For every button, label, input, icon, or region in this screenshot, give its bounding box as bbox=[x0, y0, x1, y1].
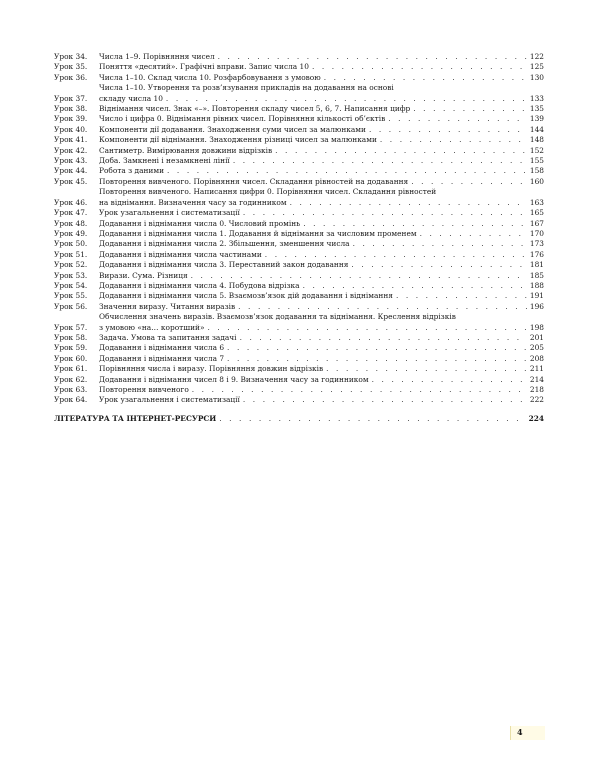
toc-entry-title: Компоненти дії віднімання. Знаходження різниці чисел за малюнками bbox=[99, 135, 377, 145]
toc-entry-number: Урок 57. bbox=[54, 322, 88, 332]
toc-entry-page: 176 bbox=[529, 249, 544, 259]
toc-entry[interactable] bbox=[54, 250, 544, 260]
toc-entry-number: Урок 58. bbox=[54, 332, 88, 342]
dot-leader bbox=[192, 385, 527, 395]
toc-entry-page: 205 bbox=[529, 343, 544, 353]
toc-entry-title: Задача. Умова та запитання задачі bbox=[99, 332, 237, 342]
toc-entry-title: Додавання і віднімання числа 5. Взаємозв’язок дій додавання і віднімання bbox=[99, 291, 393, 301]
toc-entry-page: 214 bbox=[529, 374, 544, 384]
toc-entry-title: ЛІТЕРАТУРА ТА ІНТЕРНЕТ-РЕСУРСИ bbox=[54, 413, 217, 423]
dot-leader bbox=[353, 239, 527, 249]
toc-entry-title: Обчислення значень виразів. Взаємозв’язок додавання та віднімання. Креслення відрізків bbox=[99, 312, 456, 322]
toc-entry-title: Повторення вивченого. Написання цифри 0. Порівняння чисел. Складання рівностей bbox=[99, 187, 437, 197]
toc-entry-page: 133 bbox=[529, 93, 544, 103]
toc-entry-title: Порівняння числа і виразу. Порівняння довжин відрізків bbox=[99, 364, 324, 374]
dot-leader bbox=[396, 291, 527, 301]
toc-entry[interactable] bbox=[54, 208, 544, 218]
toc-entry[interactable] bbox=[54, 62, 544, 72]
toc-entry-page: 158 bbox=[529, 166, 544, 176]
toc-entry-title: Числа 1–10. Склад числа 10. Розфарбовування з умовою bbox=[99, 72, 321, 82]
toc-entry[interactable] bbox=[54, 146, 544, 156]
toc-entry-title: Сантиметр. Вимірювання довжини відрізків bbox=[99, 145, 273, 155]
dot-leader bbox=[388, 114, 527, 124]
toc-entry[interactable] bbox=[54, 312, 544, 333]
toc-entry-title: Урок узагальнення і систематизації bbox=[99, 395, 240, 405]
dot-leader bbox=[227, 343, 527, 353]
toc-entry-number: Урок 35. bbox=[54, 62, 88, 72]
toc-entry-page: 135 bbox=[529, 104, 544, 114]
dot-leader bbox=[240, 333, 527, 343]
toc-entry-page: 196 bbox=[529, 301, 544, 311]
page-number: 4 bbox=[517, 727, 523, 737]
toc-entry-title: з умовою «на… коротший» bbox=[99, 322, 205, 332]
toc-entry-number: Урок 61. bbox=[54, 364, 88, 374]
toc-entry-page: 181 bbox=[529, 260, 544, 270]
toc-entry-number: Урок 44. bbox=[54, 166, 88, 176]
toc-entry-title: Додавання і віднімання числа 0. Числовий промінь bbox=[99, 218, 301, 228]
toc-entry[interactable] bbox=[54, 125, 544, 135]
dot-leader bbox=[275, 146, 527, 156]
toc-entry-title: Додавання і віднімання числа 4. Побудова відрізка bbox=[99, 280, 300, 290]
toc-entry-title: Поняття «десятий». Графічні вправи. Запис числа 10 bbox=[99, 62, 309, 72]
toc-entry[interactable] bbox=[54, 166, 544, 176]
toc-entry[interactable] bbox=[54, 395, 544, 405]
toc-entry-page: 170 bbox=[529, 228, 544, 238]
toc-entry-page: 173 bbox=[529, 239, 544, 249]
toc-entry[interactable] bbox=[54, 52, 544, 62]
toc-entry-title: Доба. Замкнені і незамкнені лінії bbox=[99, 156, 230, 166]
toc-entry-number: Урок 36. bbox=[54, 72, 88, 82]
toc-entry[interactable] bbox=[54, 114, 544, 124]
dot-leader bbox=[303, 281, 527, 291]
dot-leader bbox=[238, 302, 527, 312]
toc-entry[interactable] bbox=[54, 260, 544, 270]
dot-leader bbox=[312, 62, 527, 72]
toc-entry-number: Урок 39. bbox=[54, 114, 88, 124]
toc-entry-page: 188 bbox=[529, 280, 544, 290]
dot-leader bbox=[413, 104, 527, 114]
toc-entry[interactable] bbox=[54, 343, 544, 353]
dot-leader bbox=[166, 94, 527, 104]
dot-leader bbox=[167, 166, 527, 176]
toc-entry-page: 191 bbox=[529, 291, 544, 301]
toc-entry-number: Урок 46. bbox=[54, 197, 88, 207]
toc-entry-number: Урок 63. bbox=[54, 385, 88, 394]
toc-entry-number: Урок 54. bbox=[54, 280, 88, 290]
toc-entry[interactable] bbox=[54, 281, 544, 291]
toc-entry-page: 139 bbox=[529, 114, 544, 124]
toc-entry-number: Урок 41. bbox=[54, 135, 88, 145]
toc-entry-title: Додавання і віднімання чисел 8 і 9. Визначення часу за годинником bbox=[99, 374, 369, 384]
toc-entry-page: 211 bbox=[529, 364, 544, 374]
table-of-contents bbox=[54, 52, 544, 424]
toc-entry-title: Додавання і віднімання числа 6 bbox=[99, 343, 225, 353]
toc-entry-page: 160 bbox=[529, 176, 544, 186]
toc-entry-title: Повторення вивченого. Порівняння чисел. Складання рівностей на додавання bbox=[99, 176, 409, 186]
toc-entry-number: Урок 64. bbox=[54, 395, 88, 405]
toc-entry[interactable] bbox=[54, 354, 544, 364]
toc-entry[interactable] bbox=[54, 229, 544, 239]
toc-entry[interactable] bbox=[54, 333, 544, 343]
dot-leader bbox=[411, 177, 527, 187]
toc-entry-number: Урок 48. bbox=[54, 218, 88, 228]
toc-entry-number: Урок 38. bbox=[54, 104, 88, 114]
toc-entry[interactable] bbox=[54, 73, 544, 83]
dot-leader bbox=[219, 414, 525, 424]
toc-entry-number: Урок 40. bbox=[54, 124, 88, 134]
dot-leader bbox=[243, 395, 527, 405]
dot-leader bbox=[324, 73, 527, 83]
toc-entry-title: Робота з даними bbox=[99, 166, 165, 176]
toc-entry-title: Віднімання чисел. Знак «–». Повторення складу чисел 5, 6, 7. Написання цифр bbox=[99, 104, 411, 114]
toc-entry-page: 218 bbox=[529, 385, 544, 394]
toc-literature-entry[interactable] bbox=[54, 414, 544, 424]
toc-entry-title: Вирази. Сума. Різниця bbox=[99, 270, 188, 280]
dot-leader bbox=[420, 229, 527, 239]
dot-leader bbox=[218, 52, 527, 62]
toc-entry[interactable] bbox=[54, 364, 544, 374]
toc-entry-number: Урок 52. bbox=[54, 260, 88, 270]
dot-leader bbox=[380, 135, 527, 145]
dot-leader bbox=[326, 364, 527, 374]
toc-entry-number: Урок 62. bbox=[54, 374, 88, 384]
toc-entry-number: Урок 56. bbox=[54, 301, 88, 311]
dot-leader bbox=[303, 219, 527, 229]
toc-entry-page: 148 bbox=[529, 135, 544, 145]
toc-entry[interactable] bbox=[54, 135, 544, 145]
toc-entry[interactable] bbox=[54, 83, 544, 104]
page-number-box bbox=[510, 726, 545, 740]
toc-entry-title: Урок узагальнення і систематизації bbox=[99, 208, 240, 218]
dot-leader bbox=[191, 271, 527, 281]
toc-entry[interactable] bbox=[54, 375, 544, 385]
toc-entry-title: Додавання і віднімання числа 3. Переставний закон додавання bbox=[99, 260, 349, 270]
toc-entry-title: Число і цифра 0. Віднімання рівних чисел. Порівняння кількості об’єктів bbox=[99, 114, 386, 124]
toc-entry-title: Додавання і віднімання числа 2. Збільшення, зменшення числа bbox=[99, 239, 350, 249]
toc-entry-title: Числа 1–10. Утворення та розв’язування прикладів на додавання на основі bbox=[99, 83, 394, 93]
toc-entry-number: Урок 47. bbox=[54, 208, 88, 218]
toc-entry-title: Компоненти дії додавання. Знаходження суми чисел за малюнками bbox=[99, 124, 366, 134]
toc-entry[interactable] bbox=[54, 104, 544, 114]
dot-leader bbox=[372, 375, 527, 385]
toc-entry-page: 122 bbox=[529, 52, 544, 61]
toc-entry-title: Додавання і віднімання числа частинами bbox=[99, 249, 262, 259]
dot-leader bbox=[265, 250, 527, 260]
toc-entry-page: 130 bbox=[529, 72, 544, 82]
toc-entry-page: 155 bbox=[529, 156, 544, 166]
dot-leader bbox=[290, 198, 527, 208]
toc-entry[interactable] bbox=[54, 177, 544, 187]
toc-entry-number: Урок 53. bbox=[54, 270, 88, 280]
toc-entry[interactable] bbox=[54, 156, 544, 166]
toc-entry-title: Числа 1–9. Порівняння чисел bbox=[99, 52, 215, 61]
dot-leader bbox=[351, 260, 526, 270]
toc-entry-title: Значення виразу. Читання виразів bbox=[99, 301, 236, 311]
toc-entry-number: Урок 49. bbox=[54, 228, 88, 238]
toc-entry-title: Повторення вивченого bbox=[99, 385, 189, 394]
toc-entry[interactable] bbox=[54, 291, 544, 301]
toc-entry-number: Урок 34. bbox=[54, 52, 88, 61]
toc-entry-number: Урок 50. bbox=[54, 239, 88, 249]
toc-entry-page: 185 bbox=[529, 270, 544, 280]
toc-entry-page: 201 bbox=[529, 332, 544, 342]
toc-entry-title: на віднімання. Визначення часу за годинником bbox=[99, 197, 287, 207]
toc-entry-page: 152 bbox=[529, 145, 544, 155]
toc-entry-number: Урок 45. bbox=[54, 176, 88, 186]
toc-entry[interactable] bbox=[54, 302, 544, 312]
toc-entry[interactable] bbox=[54, 219, 544, 229]
toc-entry-number: Урок 55. bbox=[54, 291, 88, 301]
dot-leader bbox=[369, 125, 527, 135]
toc-entry-page: 198 bbox=[529, 322, 544, 332]
dot-leader bbox=[208, 323, 527, 333]
toc-entry-number: Урок 42. bbox=[54, 145, 88, 155]
dot-leader bbox=[243, 208, 527, 218]
toc-entry-number: Урок 51. bbox=[54, 249, 88, 259]
dot-leader bbox=[233, 156, 527, 166]
toc-entry-page: 222 bbox=[529, 395, 544, 405]
toc-entry-page: 125 bbox=[529, 62, 544, 72]
toc-entry-number: Урок 43. bbox=[54, 156, 88, 166]
toc-entry-title: складу числа 10 bbox=[99, 93, 163, 103]
toc-entry-number: Урок 60. bbox=[54, 353, 88, 363]
dot-leader bbox=[227, 354, 527, 364]
toc-entry[interactable] bbox=[54, 187, 544, 208]
toc-entry-number: Урок 37. bbox=[54, 93, 88, 103]
toc-entry-page: 167 bbox=[529, 218, 544, 228]
toc-entry[interactable] bbox=[54, 385, 544, 395]
toc-entry[interactable] bbox=[54, 239, 544, 249]
toc-entry-page: 144 bbox=[529, 124, 544, 134]
toc-entry-title: Додавання і віднімання числа 1. Додавання й віднімання за числовим променем bbox=[99, 228, 417, 238]
toc-entry[interactable] bbox=[54, 271, 544, 281]
toc-entry-page: 165 bbox=[529, 208, 544, 218]
toc-entry-page: 208 bbox=[529, 353, 544, 363]
toc-entry-number: Урок 59. bbox=[54, 343, 88, 353]
toc-entry-page: 163 bbox=[529, 197, 544, 207]
toc-entry-page: 224 bbox=[528, 413, 544, 423]
toc-entry-title: Додавання і віднімання числа 7 bbox=[99, 353, 225, 363]
